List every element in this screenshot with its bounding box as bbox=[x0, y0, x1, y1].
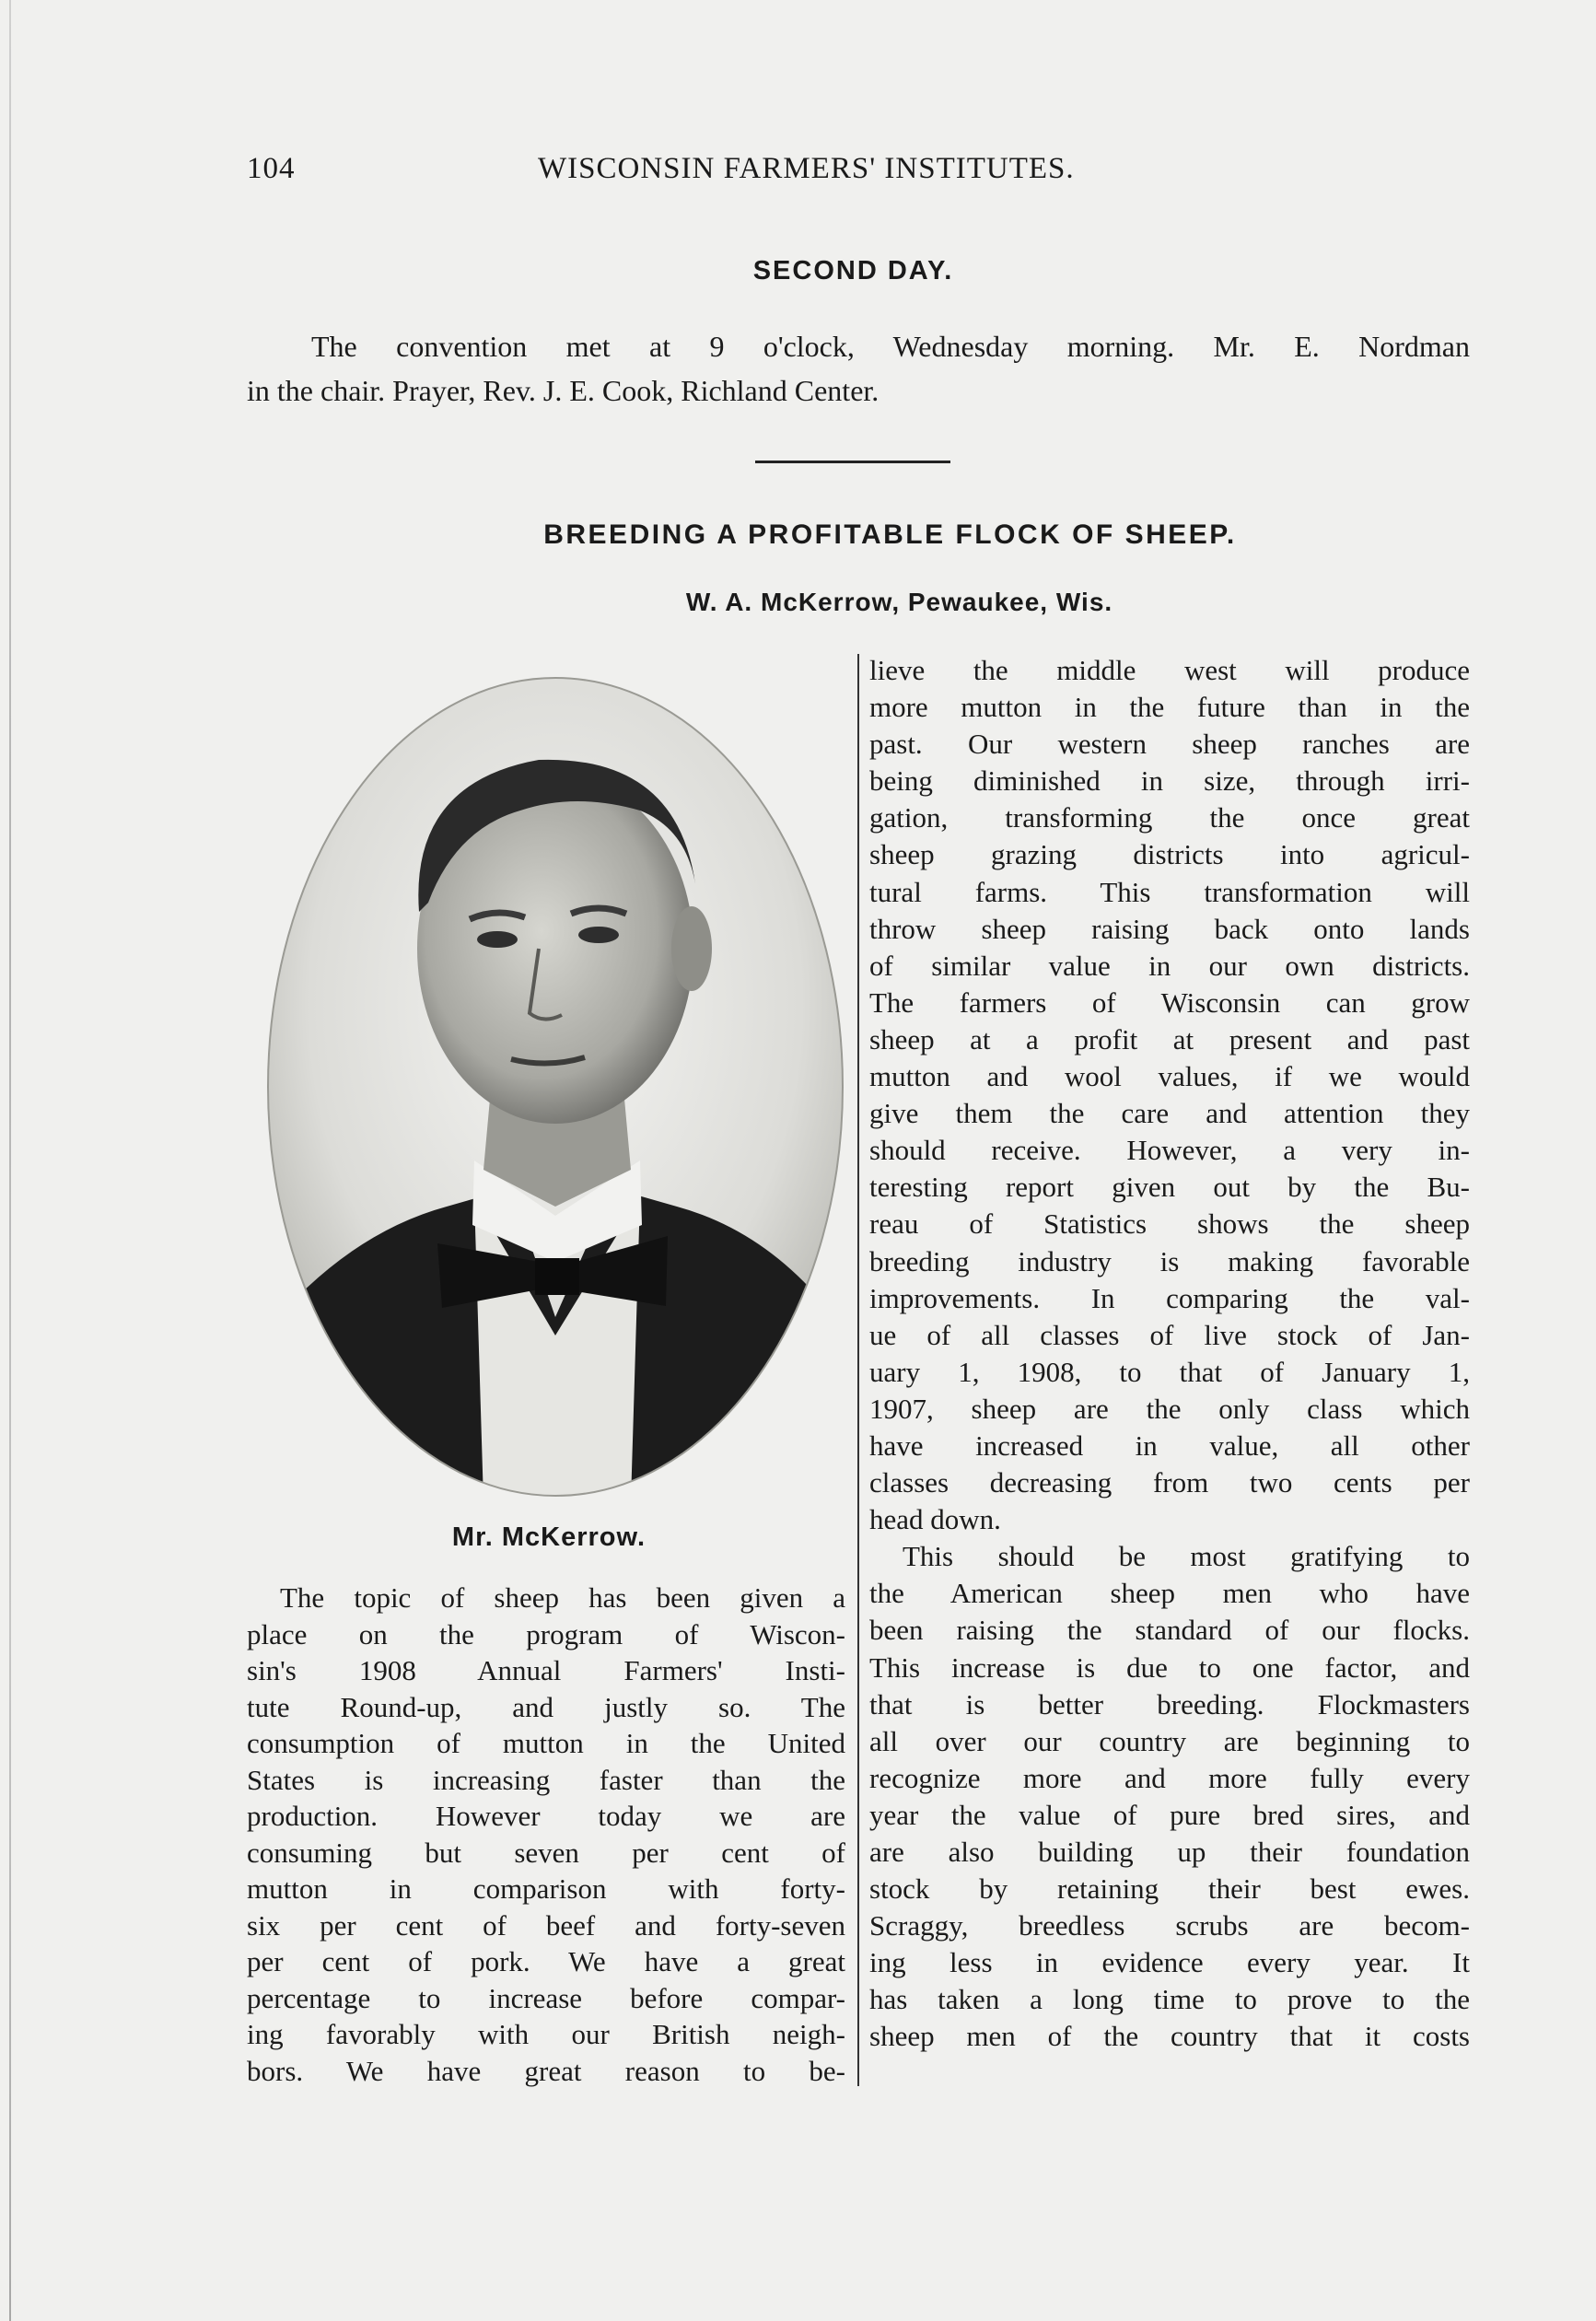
right-column-text bbox=[869, 652, 1470, 2056]
section-heading: SECOND DAY. bbox=[752, 256, 954, 286]
intro-paragraph bbox=[247, 324, 1470, 413]
text-line: lieve the middle west will produce bbox=[869, 654, 1470, 686]
text-line: consumption of mutton in the United bbox=[247, 1727, 845, 1759]
running-head bbox=[247, 152, 1470, 194]
portrait-photo bbox=[262, 672, 848, 1501]
text-line: should receive. However, a very in- bbox=[869, 1134, 1470, 1167]
text-line: stock by retaining their best ewes. bbox=[869, 1872, 1470, 1906]
text-line: 1907, sheep are the only class which bbox=[869, 1392, 1470, 1425]
text-line: more mutton in the future than in the bbox=[869, 691, 1470, 724]
text-line: past. Our western sheep ranches are bbox=[869, 728, 1470, 761]
text-line: year the value of pure bred sires, and bbox=[869, 1798, 1470, 1831]
text-line: percentage to increase before compar- bbox=[247, 1981, 845, 2014]
intro-line: The convention met at 9 o'clock, Wednesday morning. Mr. E. Nordman bbox=[311, 330, 1470, 363]
text-line: mutton in comparison with forty- bbox=[247, 1872, 845, 1905]
text-line: give them the care and attention they bbox=[869, 1097, 1470, 1130]
text-line: classes decreasing from two cents per bbox=[869, 1466, 1470, 1499]
text-line: improvements. In comparing the val- bbox=[869, 1281, 1470, 1314]
text-line: reau of Statistics shows the sheep bbox=[869, 1207, 1470, 1241]
text-line: ing favorably with our British neigh- bbox=[247, 2018, 845, 2050]
text-line: have increased in value, all other bbox=[869, 1429, 1470, 1462]
text-line: head down. bbox=[869, 1503, 1001, 1536]
text-line: ing less in evidence every year. It bbox=[869, 1946, 1470, 1979]
text-line: breeding industry is making favorable bbox=[869, 1244, 1470, 1277]
text-line: been raising the standard of our flocks. bbox=[869, 1614, 1470, 1647]
text-line: per cent of pork. We have a great bbox=[247, 1945, 845, 1977]
text-line: States is increasing faster than the bbox=[247, 1763, 845, 1796]
text-line: production. However today we are bbox=[247, 1800, 845, 1832]
portrait-caption: Mr. McKerrow. bbox=[451, 1522, 647, 1552]
intro-line: in the chair. Prayer, Rev. J. E. Cook, Richland Center. bbox=[247, 374, 880, 407]
text-line: consuming but seven per cent of bbox=[247, 1836, 845, 1869]
text-line: tute Round-up, and justly so. The bbox=[247, 1690, 845, 1723]
text-line: Scraggy, breedless scrubs are becom- bbox=[869, 1909, 1470, 1942]
text-line: uary 1, 1908, to that of January 1, bbox=[869, 1355, 1470, 1388]
text-line: sheep grazing districts into agricul- bbox=[869, 838, 1470, 871]
text-line: recognize more and more fully every bbox=[869, 1761, 1470, 1794]
text-line: place on the program of Wiscon- bbox=[247, 1617, 845, 1650]
text-line: mutton and wool values, if we would bbox=[869, 1060, 1470, 1093]
text-line: all over our country are beginning to bbox=[869, 1724, 1470, 1757]
text-line: gation, transforming the once great bbox=[869, 801, 1470, 834]
page-number: 104 bbox=[247, 152, 296, 185]
text-line: The farmers of Wisconsin can grow bbox=[869, 986, 1470, 1019]
column-divider bbox=[857, 654, 859, 2086]
text-line: are also building up their foundation bbox=[869, 1836, 1470, 1868]
section-divider bbox=[755, 461, 950, 463]
text-line: This should be most gratifying to bbox=[903, 1540, 1470, 1573]
text-line: sin's 1908 Annual Farmers' Insti- bbox=[247, 1654, 845, 1686]
text-line: that is better breeding. Flockmasters bbox=[869, 1687, 1470, 1720]
text-line: sheep at a profit at present and past bbox=[869, 1022, 1470, 1056]
text-line: throw sheep raising back onto lands bbox=[869, 912, 1470, 945]
text-line: ue of all classes of live stock of Jan- bbox=[869, 1318, 1470, 1351]
text-line: tural farms. This transformation will bbox=[869, 875, 1470, 908]
text-line: the American sheep men who have bbox=[869, 1577, 1470, 1610]
text-line: The topic of sheep has been given a bbox=[280, 1581, 845, 1614]
text-line: of similar value in our own districts. bbox=[869, 949, 1470, 982]
journal-title: WISCONSIN FARMERS' INSTITUTES. bbox=[538, 152, 1075, 185]
text-line: teresting report given out by the Bu- bbox=[869, 1171, 1470, 1204]
page-edge-shadow bbox=[9, 0, 11, 2321]
text-line: six per cent of beef and forty-seven bbox=[247, 1908, 845, 1942]
article-byline: W. A. McKerrow, Pewaukee, Wis. bbox=[685, 588, 1113, 616]
text-line: has taken a long time to prove to the bbox=[869, 1983, 1470, 2016]
text-line: bors. We have great reason to be- bbox=[247, 2054, 845, 2087]
text-line: being diminished in size, through irri- bbox=[869, 764, 1470, 798]
left-column-text bbox=[247, 1580, 845, 2089]
text-line: sheep men of the country that it costs bbox=[869, 2020, 1470, 2053]
text-line: This increase is due to one factor, and bbox=[869, 1650, 1470, 1684]
article-title: BREEDING A PROFITABLE FLOCK OF SHEEP. bbox=[543, 519, 1237, 550]
